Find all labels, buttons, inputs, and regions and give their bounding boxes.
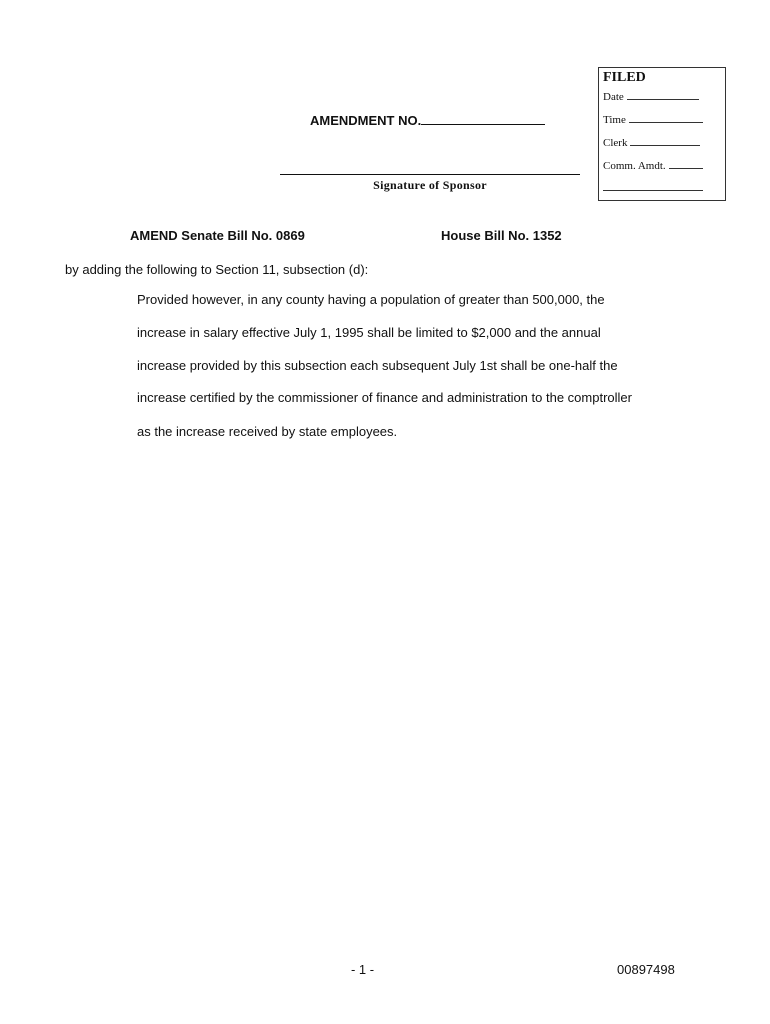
filed-comm-amdt-label: Comm. Amdt. — [603, 160, 666, 172]
filed-time-blank — [629, 113, 703, 123]
senate-bill-number: AMEND Senate Bill No. 0869 — [130, 228, 305, 243]
filed-time-label: Time — [603, 114, 626, 126]
filed-title: FILED — [603, 70, 646, 85]
signature-label: Signature of Sponsor — [373, 178, 487, 192]
body-line: as the increase received by state employees. — [137, 424, 398, 439]
amendment-label: AMENDMENT NO. — [310, 113, 422, 128]
filed-date-blank — [627, 90, 699, 100]
amendment-number-blank — [421, 112, 545, 125]
filed-extra-blank — [603, 181, 703, 191]
signature-line — [280, 174, 580, 175]
body-line: increase in salary effective July 1, 1995 shall be limited to $2,000 and the annual — [137, 325, 601, 340]
body-line: increase provided by this subsection each subsequent July 1st shall be one-half the — [137, 358, 618, 373]
page-number: - 1 - — [350, 962, 375, 977]
filed-date-row — [603, 90, 699, 103]
filed-comm-amdt-blank — [669, 159, 703, 169]
filed-stamp-box — [598, 67, 726, 201]
filed-clerk-label: Clerk — [603, 137, 628, 149]
filed-clerk-blank — [630, 136, 700, 146]
amendment-number — [310, 112, 545, 128]
filed-extra-row — [603, 181, 703, 194]
filed-comm-amdt-row — [603, 159, 703, 172]
body-line: Provided however, in any county having a population of greater than 500,000, the — [137, 292, 605, 307]
filed-time-row — [603, 113, 703, 126]
amendment-intro: by adding the following to Section 11, subsection (d): — [65, 262, 369, 277]
filed-clerk-row — [603, 136, 700, 149]
body-line: increase certified by the commissioner of finance and administration to the comptroller — [137, 390, 632, 405]
house-bill-number: House Bill No. 1352 — [441, 228, 562, 243]
filed-date-label: Date — [603, 91, 624, 103]
document-code: 00897498 — [617, 962, 675, 977]
